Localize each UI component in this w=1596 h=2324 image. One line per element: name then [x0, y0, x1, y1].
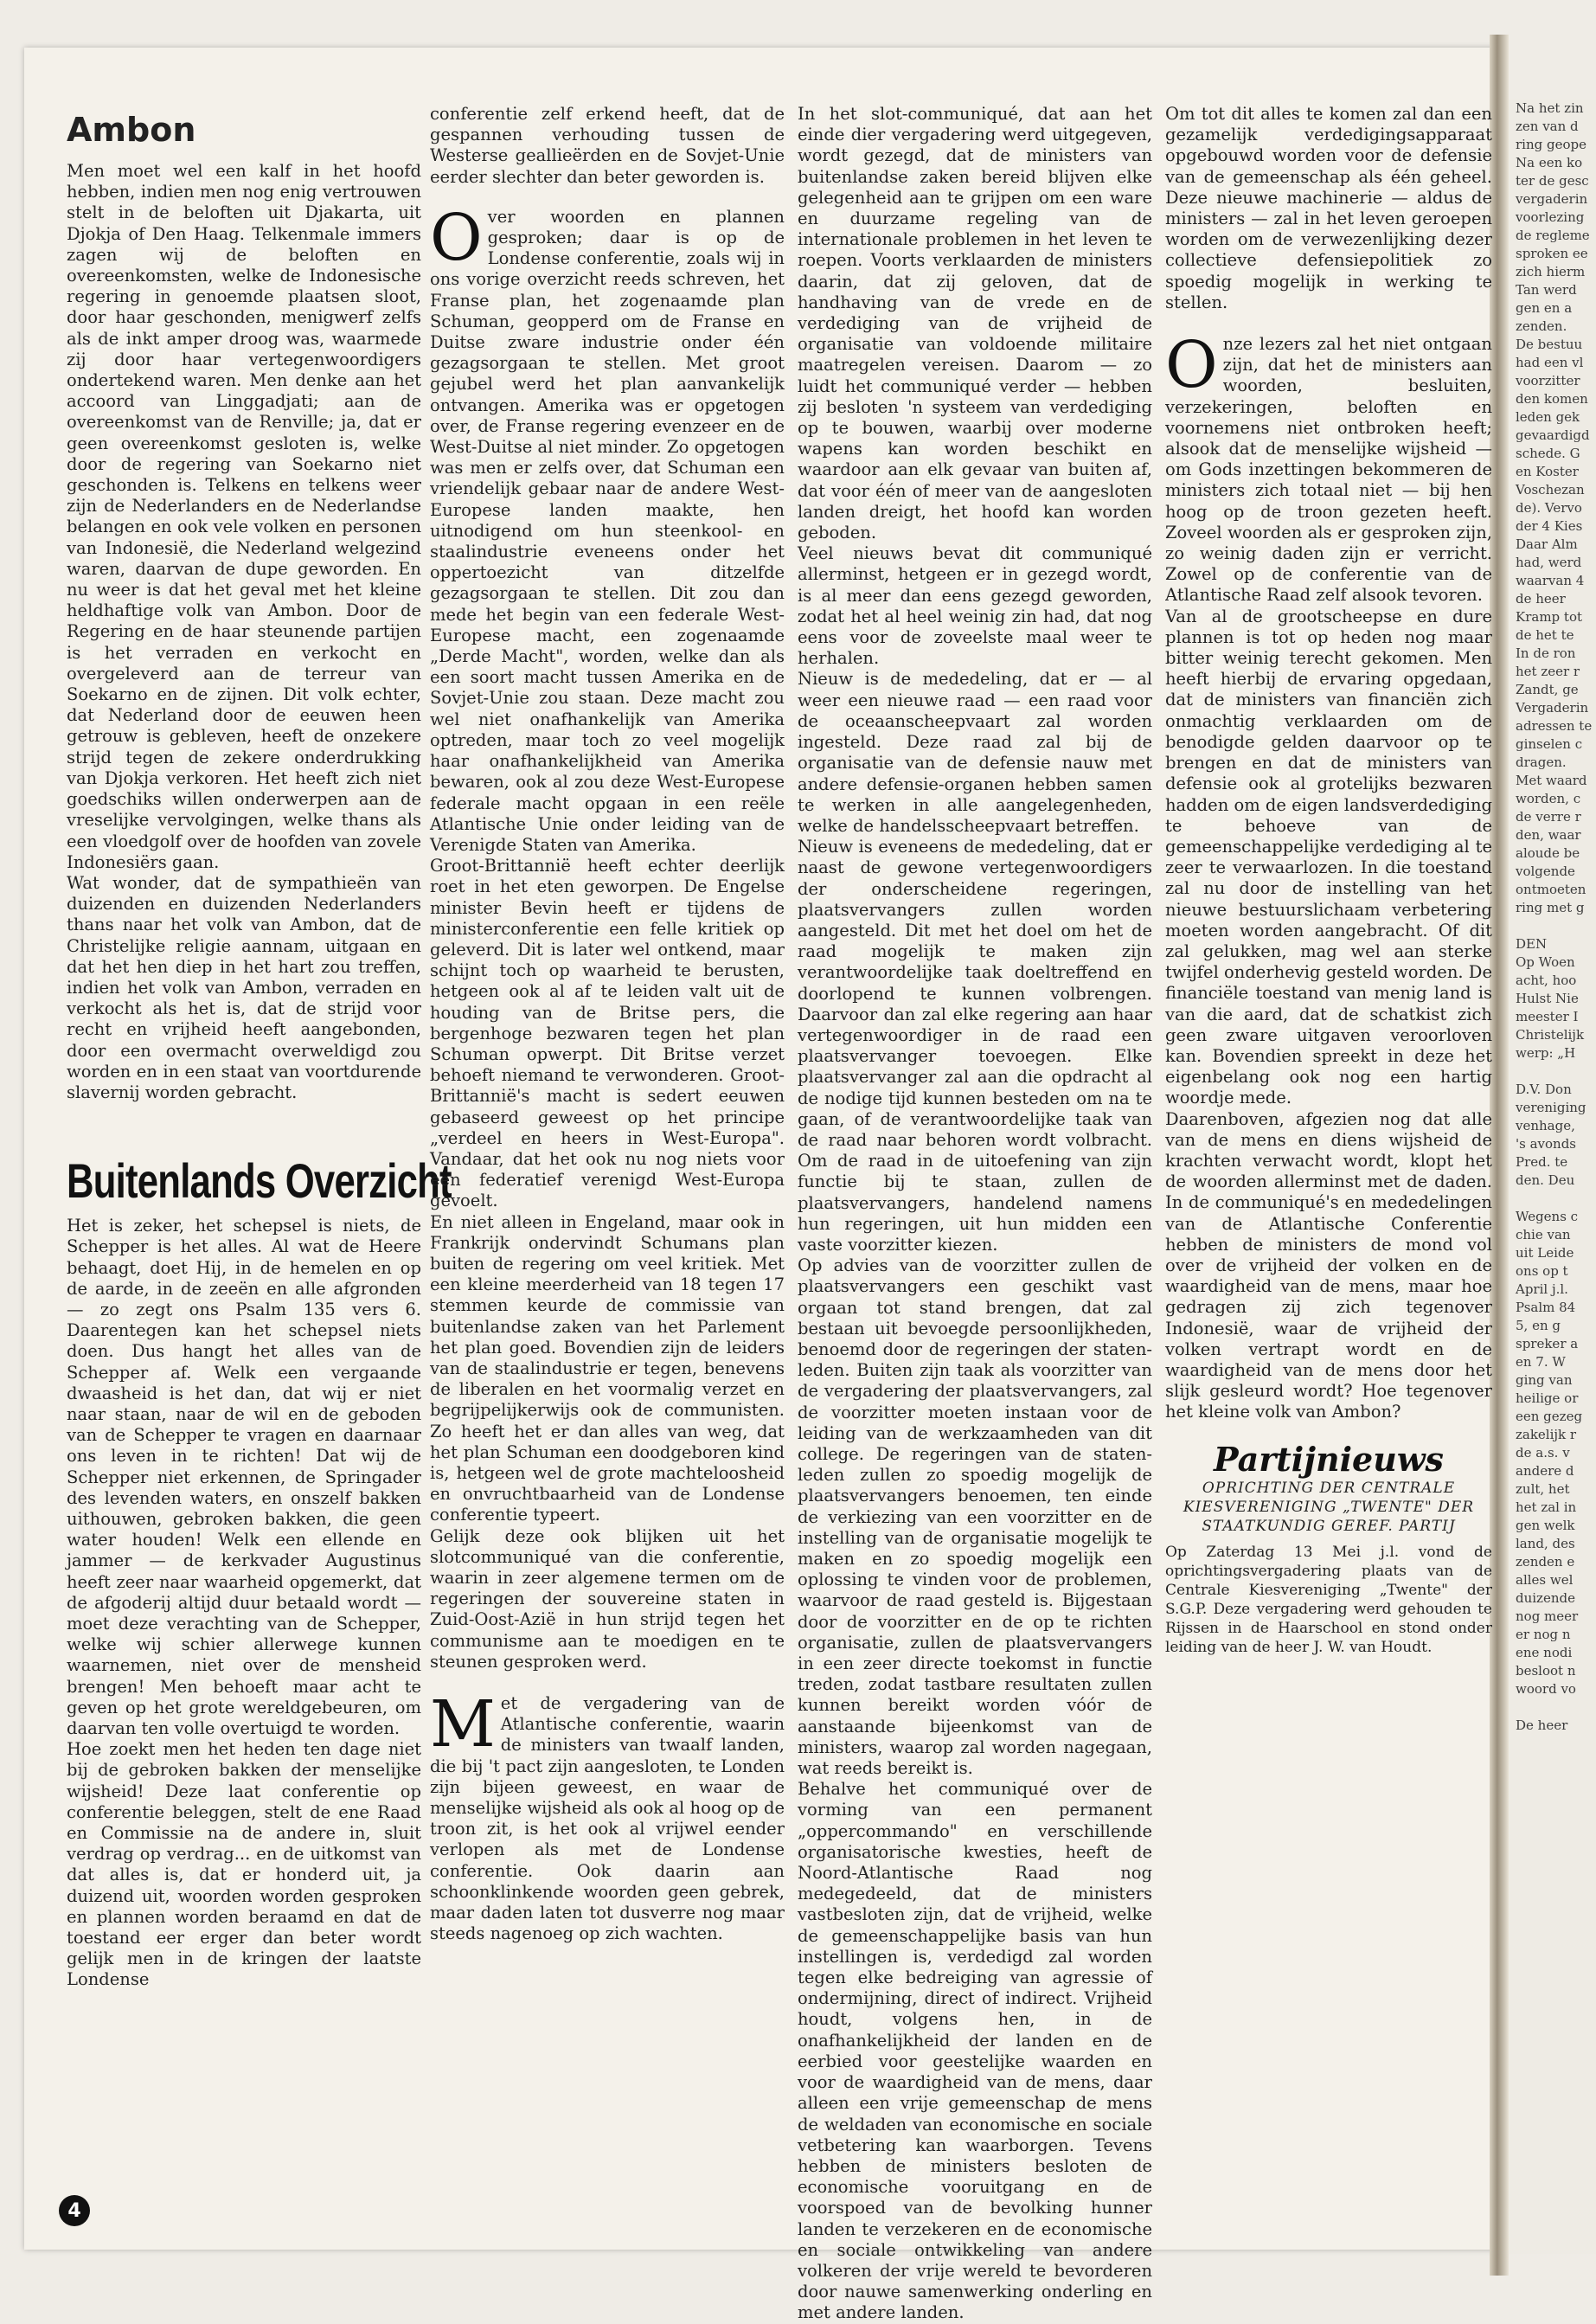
adjacent-page-line: ter de gesc — [1516, 173, 1589, 189]
buitenlands-paragraph-9: In het slot-communiqué, dat aan het einde dier vergadering werd uitgegeven, wordt gezegd, dat de ministers van buitenlandse zaken bereid blijven elke gelegenheid aan te grijpen om een ware en duurzame regeling van de internationale problemen in het leven te roepen. Voorts verklaarden de ministers daarin, dat zij geloven, dat de handhaving van de vrede en de verdediging van de vrijheid de organisatie van voldoende militaire maatregelen vereisen. Daarom — zo luidt het communiqué verder — hebben zij besloten 'n systeem van verdediging op te bouwen, waarbij over moderne wapens kan worden beschikt en waardoor aan elk gevaar van buiten af, dat voor één of meer van de aangesloten landen dreigt, het hoofd kan worden geboden. — [798, 104, 1152, 543]
adjacent-page-line: duizende — [1516, 1590, 1575, 1606]
column-3 — [798, 104, 1152, 2324]
adjacent-page-line: Kramp tot — [1516, 609, 1582, 625]
buitenlands-paragraph-6: En niet alleen in Engeland, maar ook in Frankrijk ondervindt Schumans plan buiten de regering om veel kritiek. Met een kleine meerderheid van 18 tegen 17 stemmen keurde de commissie van buitenlandse zaken van het Parlement het plan goed. Bovendien zijn de leiders van de staalindustrie er tegen, benevens de liberalen en het voormalig verzet en begrijpelijkerwijs ook de communisten. Zo heeft het er dan alles van weg, dat het plan Schuman een doodgeboren kind is, hetgeen wel de grote machteloosheid en onvruchtbaarheid van de Londense conferentie typeert. — [430, 1211, 785, 1525]
adjacent-page-line: schede. G — [1516, 446, 1580, 461]
adjacent-page-line: leden gek — [1516, 409, 1580, 425]
partijnieuws-subtitle: OPRICHTING DER CENTRALE KIESVERENIGING „TWENTE" DER STAATKUNDIG GEREF. PARTIJ — [1183, 1479, 1475, 1535]
buitenlands-paragraph-17: Van al de grootscheepse en dure plannen is tot op heden nog maar bitter weinig terecht gekomen. Men heeft hierbij de ervaring opgedaan, dat de ministers van financiën zich onmachtig verklaarden om de benodigde gelden daarvoor op te brengen en dat de ministers van defensie ook al grotelijks bezwaren hadden om de eigen landsverdediging te behoeve van de gemeenschappelijke verdediging al te zeer te verwaarlozen. In die toestand zal nu door de instelling van het nieuwe bestuurslichaam verbetering moeten worden aangebracht. Of dit zal gelukken, mag wel aan sterke twijfel onderhevig gesteld worden. De financiële toestand van menig land is van die aard, dat de schatkist zich geen zware uitgaven veroorloven kan. Bovendien spreekt in deze het eigenbelang ook nog een hartig woordje mede. — [1165, 606, 1492, 1108]
adjacent-page-line: Tan werd — [1516, 282, 1577, 298]
adjacent-page-line: een gezeg — [1516, 1409, 1583, 1424]
adjacent-page-line: zakelijk r — [1516, 1427, 1577, 1442]
adjacent-page-line: de). Vervo — [1516, 500, 1582, 516]
adjacent-page-line: Voschezan — [1516, 482, 1585, 498]
adjacent-page-line: het zal in — [1516, 1499, 1577, 1515]
adjacent-page-line: chie van — [1516, 1227, 1571, 1242]
adjacent-page-line — [1509, 1698, 1596, 1717]
adjacent-page-line: waarvan 4 — [1516, 573, 1585, 588]
adjacent-page-line: land, des — [1516, 1536, 1575, 1551]
adjacent-page-line: DEN — [1516, 936, 1548, 952]
adjacent-page-line: zenden e — [1516, 1554, 1575, 1570]
buitenlands-paragraph-8-text: et de vergadering van de Atlantische conferentie, waarin de ministers van twaalf landen, die bij 't pact zijn aangesloten, te Londen zijn bijeen geweest, en waar de menselijke wijsheid als ook al hoog op de troon zit, is het ook al vrijwel eender verlopen als met de Londense conferentie. Ook daarin aan schoonklinkende woorden geen gebrek, maar daden laten tot dusverre nog maar steeds nagenoeg op zich wachten. — [430, 1693, 785, 1944]
adjacent-page-line: De bestuu — [1516, 337, 1583, 352]
adjacent-page-line: Zandt, ge — [1516, 682, 1579, 697]
buitenlands-paragraph-18: Daarenboven, afgezien nog dat alle van de mens en diens wijsheid de krachten verwacht wordt, klopt het de woorden allerminst met de daden. In de communiqué's en mededelingen van de Atlantische Conferentie hebben de ministers de mond vol over de vrijheid der volken en de waardigheid van de mens, maar hoe gedragen zij zich tegenover Indonesië, waar de vrijheid der volken vertrapt wordt en de waardigheid van de mens door het slijk gesleurd wordt? Hoe tegenover het kleine volk van Ambon? — [1165, 1108, 1492, 1422]
buitenlands-paragraph-15: Om tot dit alles te komen zal dan een gezamelijk verdedigingsapparaat opgebouwd worden voor de defensie van de gemeenschap als één geheel. Deze nieuwe machinerie — aldus de ministers — zal in het leven geroepen worden om de verwezenlijking dezer collectieve defensiepolitiek zo spoedig mogelijk in werking te stellen. — [1165, 104, 1492, 312]
buitenlands-paragraph-4 — [430, 200, 785, 856]
adjacent-page-line: ring geope — [1516, 137, 1586, 152]
adjacent-page-line: ons op t — [1516, 1263, 1568, 1279]
adjacent-page-line: Na het zin — [1516, 100, 1584, 116]
dropcap-m: M — [430, 1687, 496, 1762]
partijnieuws-paragraph: Op Zaterdag 13 Mei j.l. vond de oprichtingsvergadering plaats van de Centrale Kiesvereniging „Twente" der S.G.P. Deze vergadering werd gehouden te Rijssen in de Haarschool en stond onder leiding van de heer J. W. van Houdt. — [1165, 1543, 1492, 1656]
adjacent-page-line: nog meer — [1516, 1608, 1579, 1624]
adjacent-page-line: spreker a — [1516, 1336, 1579, 1351]
adjacent-page-line: Pred. te — [1516, 1154, 1568, 1170]
page-spine — [1490, 35, 1509, 2276]
buitenlands-paragraph-12: Nieuw is eveneens de mededeling, dat er naast de gewone vertegenwoordigers der onderscheidene regeringen, plaatsvervangers zullen worden aangesteld. Dit met het doel om het de raad mogelijk te maken zijn verantwoordelijke taak doeltreffend en doorlopend te kunnen volbrengen. Daarvoor dan zal elke regering aan haar vertegenwoordiger in de raad een plaatsvervanger toevoegen. Elke plaatsvervanger zal aan die opdracht al de nodige tijd kunnen besteden om na te gaan, of de verantwoordelijke taak van de raad naar behoren wordt volbracht. Om de raad in de uitoefening van zijn functie bij te staan, zullen de plaatsvervangers, handelend namens hun regeringen, uit hun midden een vaste voorzitter kiezen. — [798, 837, 1152, 1255]
adjacent-page-line: zenden. — [1516, 318, 1567, 334]
adjacent-page-line: er nog n — [1516, 1627, 1571, 1642]
column-1 — [67, 104, 452, 1991]
buitenlands-paragraph-1: Het is zeker, het schepsel is niets, de Schepper is het alles. Al wat de Heere behaagt, doet Hij, in de hemelen en op de aarde, in de zeeën en alle afgronden — zo zegt ons Psalm 135 vers 6. Daarentegen kan het schepsel niets doen. Dus hangt het alles van de Schepper af. Welk een vergaande dwaasheid is het dan, dat wij er niet naar staan, naar de wil en de geboden van de Schepper te vragen en daarnaar ons leven in te richten! Dat wij de Schepper niet erkennen, de Springader des levenden waters, en onszelf bakken uithouwen, gebroken bakken, die geen water houden! Welk een ellende en jammer — de kerkvader Augustinus heeft zeer naar waarheid opgemerkt, dat de afgoderij altijd duur betaald wordt — moet deze verachting van de Schepper, welke wij schier allerwege kunnen waarnemen, niet over de mensheid brengen! Men behoeft maar acht te geven op het grote wereldgebeuren, om daarvan ten volle overtuigd te worden. — [67, 1216, 421, 1739]
adjacent-page-line: volgende — [1516, 863, 1575, 879]
partijnieuws-heading: Partijnieuws — [1214, 1439, 1444, 1479]
adjacent-page-line: andere d — [1516, 1463, 1574, 1479]
adjacent-page-line: den. Deu — [1516, 1172, 1575, 1188]
adjacent-page-line: Vergaderin — [1516, 700, 1589, 716]
adjacent-page-line: Wegens c — [1516, 1209, 1579, 1224]
buitenlands-paragraph-11: Nieuw is de mededeling, dat er — al weer een nieuwe raad — een raad voor de oceaanscheepvaart zal worden ingesteld. Deze raad zal bij de organisatie van de defensie nauw met andere defensie-organen hebben samen te werken in alle aangelegenheden, welke de handelsscheepvaart betreffen. — [798, 669, 1152, 836]
ambon-paragraph-2: Wat wonder, dat de sympathieën van duizenden en duizenden Nederlanders thans naar het volk van Ambon, dat de Christelijke religie aannam, uitgaan en dat het hen diep in het hart zou treffen, indien het volk van Ambon, verraden en verkocht als het is, dat de strijd voor recht en vrijheid heeft aangebonden, door een overmacht overweldigd zou worden en in een staat van voortdurende slavernij worden gebracht. — [67, 872, 421, 1102]
adjacent-page-line: Hulst Nie — [1516, 991, 1579, 1006]
adjacent-page-line: zich hierm — [1516, 264, 1586, 279]
buitenlands-paragraph-14: Behalve het communiqué over de vorming van een permanent „oppercommando" en verschillende organisatorische kwesties, heeft de Noord-Atlantische Raad nog medegedeeld, dat de ministers vastbesloten zijn, dat de vrijheid, welke de gemeenschappelijke basis van hun instellingen is, verdedigd zal worden tegen elke bedreiging van agressie of ondermijning, direct of indirect. Vrijheid houdt, volgens hen, in de onafhankelijkheid der landen en de eerbied voor geestelijke waarden en voor de waardigheid van de mens, daar alleen een vrije gemeenschap de mens de weldaden van economische en sociale vetbetering kan waarborgen. Tevens hebben de ministers besloten de economische vooruitgang en de voorspoed van de bevolking hunner landen te verzekeren en de economische en sociale ontwikkeling van andere volkeren der vrije wereld te bevorderen door nauwe samenwerking onderling en met andere landen. — [798, 1779, 1152, 2323]
ambon-paragraph-1: Men moet wel een kalf in het hoofd hebben, indien men nog enig vertrouwen stelt in de beloften uit Djakarta, uit Djokja of Den Haag. Telkenmale immers zagen wij de beloften en overeenkomsten, welke de Indonesische regering in genoemde plaatsen sloot, door haar geschonden, menigwerf zelfs als de inkt amper droog was, waarmede zij door haar vertegenwoordigers ondertekend waren. Men denke aan het accoord van Linggadjati; aan de overeenkomst van de Renville; ja, dat er geen overeenkomst gesloten is, welke door de regering van Soekarno niet geschonden is. Telkens en telkens weer zijn de Nederlanders en de Nederlandse belangen en ook vele volken en personen van Indonesië, die Nederland welgezind waren, daarvan de dupe geworden. En nu weer is dat het geval met het kleine heldhaftige volk van Ambon. Door de Regering en de haar steunende partijen is het verraden en verkocht en overgeleverd aan de terreur van Soekarno en de zijnen. Dit volk echter, dat Nederland door de eeuwen heen getrouw is gebleven, heeft de onzekere strijd tegen de zekere onderdrukking van Djokja verkoren. Het heeft zich niet goedschiks willen onderwerpen aan de vreselijke vervolgingen, welke thans als een vloedgolf over de hoofden van zovele Indonesiërs gaan. — [67, 161, 421, 872]
adjacent-page-line: en 7. W — [1516, 1354, 1566, 1370]
adjacent-page-line: had, werd — [1516, 555, 1582, 570]
buitenlands-paragraph-13: Op advies van de voorzitter zullen de plaatsvervangers een geschikt vast orgaan tot stand brengen, dat zal bestaan uit bevoegde persoonlijkheden, benoemd door de regeringen der staten-leden. Buiten zijn taak als voorzitter van de vergadering der plaatsvervangers, zal de voorzitter moeten instaan voor de leiding van de werkzaamheden van dit college. De regeringen van de staten-leden zullen zo spoedig mogelijk de plaatsvervangers benoemen, ten einde de verkiezing van een voorzitter en de instelling van de organisatie mogelijk te maken en zo spoedig mogelijk een oplossing te vinden voor de problemen, waarvoor de raad gesteld is. Bijgestaan door de voorzitter en de op te richten organisatie, zullen de plaatsvervangers in een zeer directe toekomst in functie treden, zodat tastbare resultaten zullen kunnen bereikt worden vóór de aanstaande bijeenkomst van de ministers, waarop zal worden nagegaan, wat reeds bereikt is. — [798, 1255, 1152, 1779]
adjacent-page-line: het zeer r — [1516, 664, 1580, 679]
adjacent-page-line: ontmoeten — [1516, 882, 1586, 897]
adjacent-page-line: vergaderin — [1516, 191, 1588, 207]
buitenlands-heading: Buitenlands Overzicht — [67, 1153, 452, 1209]
adjacent-page-line: alles wel — [1516, 1572, 1574, 1588]
adjacent-page-line: den komen — [1516, 391, 1588, 407]
adjacent-page-line: meester I — [1516, 1009, 1579, 1024]
adjacent-page-line — [1509, 1190, 1596, 1208]
adjacent-page-line: werp: „H — [1516, 1045, 1576, 1061]
adjacent-page-line: gevaardigd — [1516, 427, 1590, 443]
adjacent-page-line: aloude be — [1516, 845, 1580, 861]
adjacent-page-line: Christelijk — [1516, 1027, 1585, 1043]
adjacent-page-line: woord vo — [1516, 1681, 1576, 1697]
column-2 — [430, 104, 785, 1944]
adjacent-page-line: heilige or — [1516, 1390, 1579, 1406]
adjacent-page-line: adressen te — [1516, 718, 1593, 734]
adjacent-page-line: D.V. Don — [1516, 1082, 1572, 1097]
adjacent-page-line: acht, hoo — [1516, 973, 1577, 988]
adjacent-page-line: ging van — [1516, 1372, 1573, 1388]
adjacent-page-line: sproken ee — [1516, 246, 1588, 261]
adjacent-page-line: ginselen c — [1516, 736, 1583, 752]
adjacent-page-line: 5, en g — [1516, 1318, 1561, 1333]
dropcap-o: O — [430, 200, 483, 275]
adjacent-page-line: Op Woen — [1516, 954, 1575, 970]
adjacent-page-line: ring met g — [1516, 900, 1585, 915]
buitenlands-paragraph-7: Gelijk deze ook blijken uit het slotcommuniqué van die conferentie, waarin in zeer algemene termen om de regeringen der souvereine staten in Zuid-Oost-Azië in hun strijd tegen het communisme aan te moedigen en te steunen gesproken werd. — [430, 1525, 785, 1672]
adjacent-page-line: en Koster — [1516, 464, 1579, 479]
adjacent-page-line — [1509, 1062, 1596, 1081]
adjacent-page-line: zen van d — [1516, 119, 1579, 134]
adjacent-page-line: voorlezing — [1516, 209, 1585, 225]
adjacent-page-line: de verre r — [1516, 809, 1581, 825]
dropcap-o-2: O — [1165, 328, 1218, 403]
buitenlands-paragraph-16 — [1165, 328, 1492, 607]
adjacent-page-line: den, waar — [1516, 827, 1581, 843]
buitenlands-paragraph-2: Hoe zoekt men het heden ten dage niet bij de gebroken bakken der menselijke wijsheid! Deze laat conferentie op conferentie beleggen, stelt de ene Raad en Commissie na de andere in, sluit verdrag op verdrag... en de uitkomst van dat alles is, dat er honderd uit, ja duizend uit, woorden worden gesproken en plannen worden beraamd en dat de toestand eer erger dan beter wordt gelijk men in de kringen der laatste Londense — [67, 1739, 421, 1990]
adjacent-page-line: ene nodi — [1516, 1645, 1573, 1660]
adjacent-page-line: besloot n — [1516, 1663, 1576, 1679]
adjacent-page-line: Psalm 84 — [1516, 1300, 1576, 1315]
adjacent-page-line: der 4 Kies — [1516, 518, 1583, 534]
adjacent-page-line: worden, c — [1516, 791, 1581, 806]
adjacent-page-line: April j.l. — [1516, 1281, 1568, 1297]
adjacent-page-line: zult, het — [1516, 1481, 1570, 1497]
buitenlands-paragraph-16-text: nze lezers zal het niet ontgaan zijn, dat het de ministers aan woorden, besluiten, verzekeringen, beloften en voornemens niet ontbroken heeft; alsook dat de menselijke wijsheid — om Gods inzettingen bekommeren de ministers zich totaal niet — bij hen hoog op de troon gezeten heeft. Zoveel woorden als er gesproken zijn, zo weinig daden zijn er verricht. Zowel op de conferentie van de Atlantische Raad zelf alsook tevoren. — [1165, 334, 1492, 606]
adjacent-page-line: had een vl — [1516, 355, 1584, 370]
adjacent-page-line: In de ron — [1516, 645, 1576, 661]
adjacent-page-line: venhage, — [1516, 1118, 1575, 1133]
adjacent-page-line: Daar Alm — [1516, 536, 1578, 552]
adjacent-page-line — [1509, 917, 1596, 935]
adjacent-page-line: gen welk — [1516, 1518, 1575, 1533]
adjacent-page-line: dragen. — [1516, 754, 1567, 770]
adjacent-page-line: de het te — [1516, 627, 1574, 643]
buitenlands-paragraph-8 — [430, 1687, 785, 1944]
adjacent-page-line: Na een ko — [1516, 155, 1583, 170]
page-number-badge: 4 — [59, 2195, 90, 2226]
adjacent-page-line: 's avonds — [1516, 1136, 1576, 1152]
adjacent-page-line: gen en a — [1516, 300, 1573, 316]
buitenlands-paragraph-3: conferentie zelf erkend heeft, dat de gespannen verhouding tussen de Westerse geallieërden en de Sovjet-Unie eerder slechter dan beter geworden is. — [430, 104, 785, 187]
adjacent-page-line: voorzitter — [1516, 373, 1580, 388]
adjacent-page-line: de regleme — [1516, 228, 1590, 243]
adjacent-page-line: uit Leide — [1516, 1245, 1574, 1261]
adjacent-page-line: de a.s. v — [1516, 1445, 1570, 1461]
ambon-heading: Ambon — [67, 111, 196, 149]
adjacent-page-line: vereniging — [1516, 1100, 1586, 1115]
buitenlands-paragraph-10: Veel nieuws bevat dit communiqué allerminst, hetgeen er in gezegd wordt, is al meer dan eens gezegd geworden, zodat het al heel weinig zin had, dat nog eens voor de zoveelste maal weer te herhalen. — [798, 543, 1152, 669]
buitenlands-paragraph-5: Groot-Brittannië heeft echter deerlijk roet in het eten geworpen. De Engelse minister Bevin heeft er tijdens de ministerconferentie een felle kritiek op geleverd. Dit is later wel ontkend, maar schijnt toch op waarheid te berusten, hetgeen ook al af te leiden valt uit de houding van de Britse pers, die bergenhoge bezwaren tegen het plan Schuman opwerpt. Dit Britse verzet behoeft niemand te verwonderen. Groot-Brittannië's macht is sedert eeuwen gebaseerd geweest op het principe „verdeel en heers in West-Europa". Vandaar, dat het ook nu nog niets voor een federatief verenigd West-Europa gevoelt. — [430, 856, 785, 1211]
adjacent-page-fragment — [1509, 100, 1596, 2254]
adjacent-page-line: De heer — [1516, 1717, 1568, 1733]
buitenlands-paragraph-4-text: ver woorden en plannen gesproken; daar is op de Londense conferentie, zoals wij in ons vorige overzicht reeds schreven, het Franse plan, het zogenaamde plan Schuman, geopperd om de Franse en Duitse zware industrie onder één gezagsorgaan te stellen. Met groot gejubel werd het plan aanvankelijk ontvangen. Amerika was er opgetogen over, de Franse regering evenzeer en de West-Duitse al niet minder. Zo opgetogen was men er zelfs over, dat Schuman een vriendelijk gebaar naar de andere West-Europese landen maakte, hen uitnodigend om hun steenkool- en staalindustrie eveneens onder het oppertoezicht van ditzelfde gezagsorgaan te stellen. Dit zou dan mede het begin van een federale West-Europese macht, een zogenaamde „Derde Macht", worden, welke dan als een soort macht tussen Amerika en de Sovjet-Unie zou staan. Deze macht zou wel niet onafhankelijk van Amerika optreden, maar toch zo veel mogelijk haar onafhankelijkheid van Amerika bewaren, ook al zou deze West-Europese federale macht opgaan in een reële Atlantische Unie onder leiding van de Verenigde Staten van Amerika. — [430, 206, 785, 855]
column-4 — [1165, 104, 1492, 1657]
adjacent-page-line: de heer — [1516, 591, 1566, 607]
adjacent-page-line: Met waard — [1516, 773, 1587, 788]
